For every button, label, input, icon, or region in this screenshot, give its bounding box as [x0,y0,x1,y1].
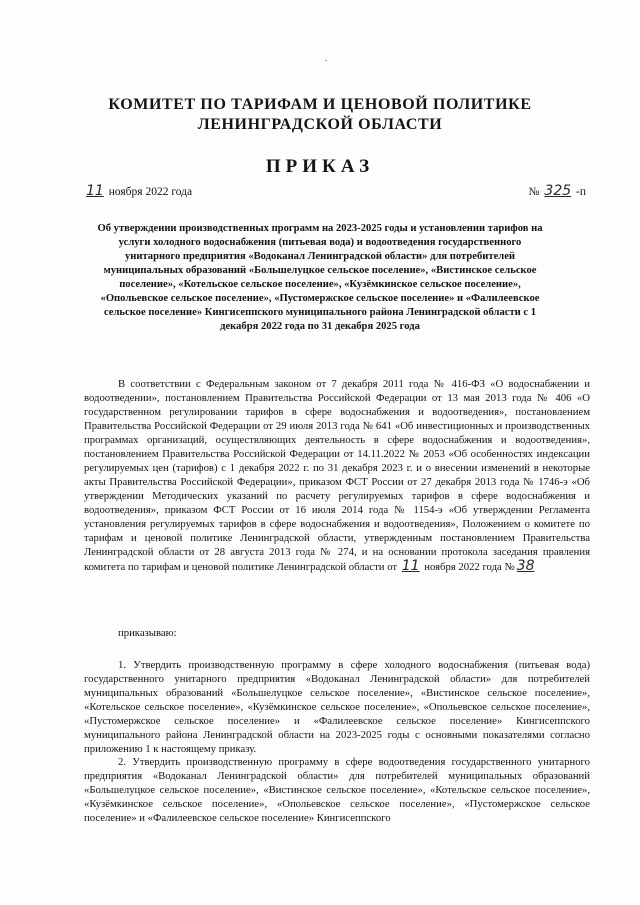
issuer-line-2: ЛЕНИНГРАДСКОЙ ОБЛАСТИ [197,116,443,133]
preamble-date-text: ноября 2022 года № [424,561,515,573]
order-item-2: 2. Утвердить производственную программу в сфере водоотведения государственного унитарного предприятия «Водоканал Ленинградской области» для потребителей муниципальных образований «Большелуцкое сельское поселение», «Вистинское сельское поселение», «Котельское сельское поселение», «Кузёмкинское сельское поселение», «Опольевское сельское поселение», «Пустомержское сельское поселение» и «Фалилеевское сельское поселение» Кингисеппского [84,756,590,824]
preamble-text: В соответствии с Федеральным законом от 7 декабря 2011 года № 416-ФЗ «О водоснабжении и водоотведении», постановлением Правительства Российской Федерации от 13 мая 2013 года № 406 «О государственном регулировании тарифов в сфере водоснабжения и водоотведения», постановлением Правительства Российской Федерации от 29 июля 2013 года № 641 «Об инвестиционных и производственных программах организаций, осуществляющих деятельность в сфере водоснабжения и водоотведения», постановлением Правительства Российской Федерации от 14.11.2022 № 2053 «Об особенностях индексации регулируемых цен (тарифов) с 1 декабря 2022 г. по 31 декабря 2023 г. и о внесении изменений в некоторые акты Правительства Российской Федерации», приказом ФСТ России от 27 декабря 2013 года № 1746-э «Об утверждении Методических указаний по расчету регулируемых тарифов в сфере водоснабжения и водоотведения», приказом ФСТ России от 16 июля 2014 года № 1154-э «Об утверждении Регламента установления регулируемых тарифов в сфере водоснабжения и водоотведения», Положением о комитете по тарифам и ценовой политике Ленинградской области, утвержденным постановлением Правительства Ленинградской области от 28 августа 2013 года № 274, и на основании протокола заседания правления комитета по тарифам и ценовой политике Ленинградской области от [84,378,590,573]
handwritten-day: 11 [86,183,104,199]
handwritten-protocol-day: 11 [401,558,420,574]
document-number [529,183,586,199]
date-rest: ноября 2022 года [108,186,193,198]
issuer-line-1: КОМИТЕТ ПО ТАРИФАМ И ЦЕНОВОЙ ПОЛИТИКЕ [108,96,532,113]
document-title: ПРИКАЗ [265,156,375,177]
document-subject: Об утверждении производственных программ на 2023-2025 годы и установлении тарифов на услуги холодного водоснабжения (питьевая вода) и водоотведения государственного унитарного предприятия «Водоканал Ленинградской области» для потребителей муниципальных образований «Большелуцкое сельское поселение», «Вистинское сельское поселение», «Котельское сельское поселение», «Кузёмкинское сельское поселение», «Опольевское сельское поселение», «Пустомержское сельское поселение» и «Фалилеевское сельское поселение» Кингисеппского муниципального района Ленинградской области с 1 декабря 2022 года по 31 декабря 2025 года [97,223,543,332]
preamble-paragraph [84,377,590,574]
number-suffix: -п [576,186,586,198]
scan-speck [325,60,327,61]
issuer-header [80,95,560,135]
document-date [84,183,192,199]
handwritten-protocol-number: 38 [516,558,535,574]
order-verb: приказываю: [118,627,177,639]
handwritten-number: 325 [544,183,572,199]
number-prefix: № [528,186,540,198]
order-item-1: 1. Утвердить производственную программу в сфере холодного водоснабжения (питьевая вода) государственного унитарного предприятия «Водоканал Ленинградской области» для потребителей муниципальных образований «Большелуцкое сельское поселение», «Вистинское сельское поселение», «Котельское сельское поселение», «Кузёмкинское сельское поселение», «Опольевское сельское поселение», «Пустомержское сельское поселение» и «Фалилеевское сельское поселение» Кингисеппского муниципального района Ленинградской области на 2023-2025 годы с основными показателями согласно приложению 1 к настоящему приказу. [84,659,590,755]
